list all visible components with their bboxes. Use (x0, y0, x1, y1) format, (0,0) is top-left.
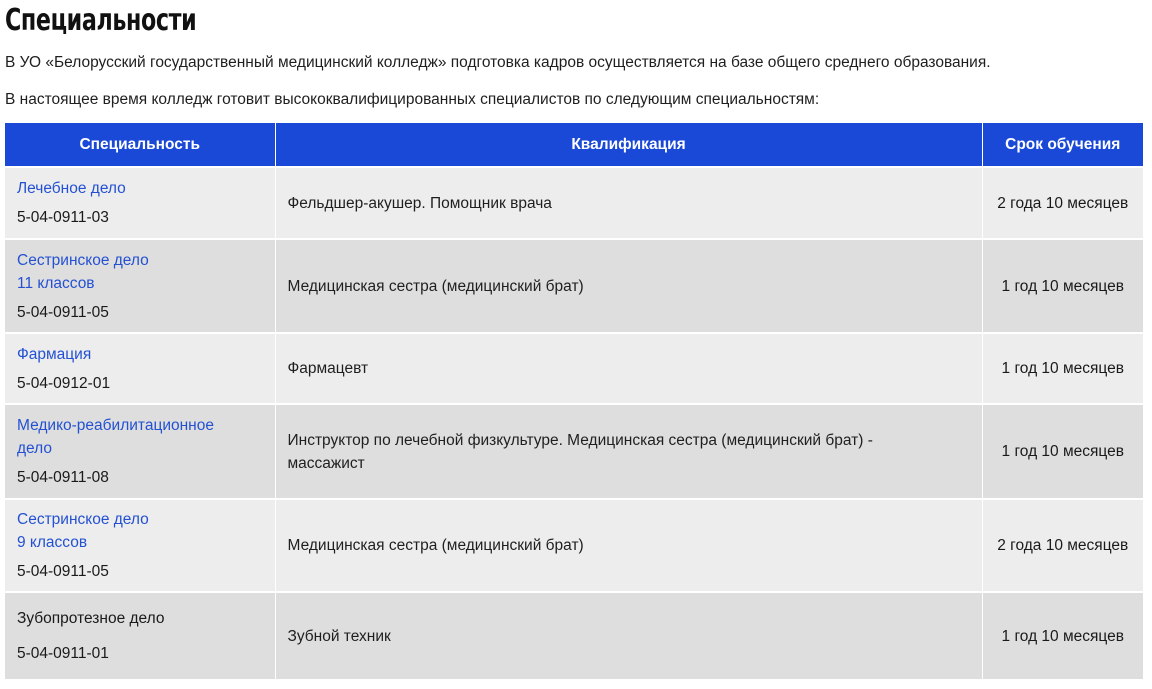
duration-cell: 2 года 10 месяцев (982, 499, 1143, 592)
specialty-link-line2: 11 классов (17, 274, 95, 292)
duration-cell: 1 год 10 месяцев (982, 592, 1143, 679)
specialty-code: 5-04-0912-01 (17, 374, 111, 392)
qualification-cell: Фельдшер-акушер. Помощник врача (275, 167, 982, 239)
specialty-link[interactable]: Фармация (17, 345, 92, 363)
specialty-link[interactable]: Медико-реабилитационное дело (17, 417, 214, 457)
specialty-cell (5, 167, 275, 239)
specialty-link[interactable]: Лечебное дело (17, 180, 126, 197)
column-header-specialty: Специальность (5, 123, 275, 167)
table-header-row (5, 123, 1143, 167)
qualification-cell: Медицинская сестра (медицинский брат) (275, 239, 982, 333)
specialties-table (5, 123, 1143, 679)
table-row (5, 333, 1143, 404)
qualification-cell (275, 404, 982, 499)
specialty-cell (5, 404, 275, 499)
specialty-code: 5-04-0911-05 (17, 303, 109, 321)
specialty-code: 5-04-0911-03 (17, 209, 109, 226)
duration-cell: 1 год 10 месяцев (982, 404, 1143, 499)
page-title: Специальности (5, 3, 197, 38)
specialty-link-line1: Сестринское дело (17, 511, 149, 528)
qualification-text: Инструктор по лечебной физкультуре. Медицинская сестра (медицинский брат) - массажист (287, 431, 873, 472)
specialty-code: 5-04-0911-08 (17, 469, 109, 486)
table-row (5, 239, 1143, 333)
specialty-cell (5, 592, 275, 679)
table-row (5, 404, 1143, 499)
qualification-cell: Зубной техник (275, 592, 982, 679)
specialty-cell (5, 499, 275, 592)
specialty-link-line2: 9 классов (17, 534, 88, 551)
specialty-cell (5, 333, 275, 404)
duration-cell: 1 год 10 месяцев (982, 333, 1143, 404)
specialty-code: 5-04-0911-01 (17, 645, 109, 662)
specialty-link[interactable] (17, 508, 263, 554)
specialty-code: 5-04-0911-05 (17, 563, 109, 580)
column-header-qualification: Квалификация (275, 123, 982, 167)
qualification-cell: Фармацевт (275, 333, 982, 404)
column-header-duration: Срок обучения (982, 123, 1143, 167)
specialty-link-line1: Сестринское дело (17, 251, 149, 269)
intro-paragraph-1: В УО «Белорусский государственный медицинский колледж» подготовка кадров осуществляется на базе общего среднего образования. (5, 54, 991, 71)
specialty-name: Зубопротезное дело (17, 610, 165, 627)
specialty-link[interactable] (17, 249, 263, 295)
qualification-cell: Медицинская сестра (медицинский брат) (275, 499, 982, 592)
duration-cell: 1 год 10 месяцев (982, 239, 1143, 333)
duration-cell: 2 года 10 месяцев (982, 167, 1143, 239)
table-row (5, 499, 1143, 592)
table-row (5, 167, 1143, 239)
specialty-cell (5, 239, 275, 333)
intro-paragraph-2: В настоящее время колледж готовит высококвалифицированных специалистов по следующим специальностям: (5, 91, 820, 108)
table-row (5, 592, 1143, 679)
